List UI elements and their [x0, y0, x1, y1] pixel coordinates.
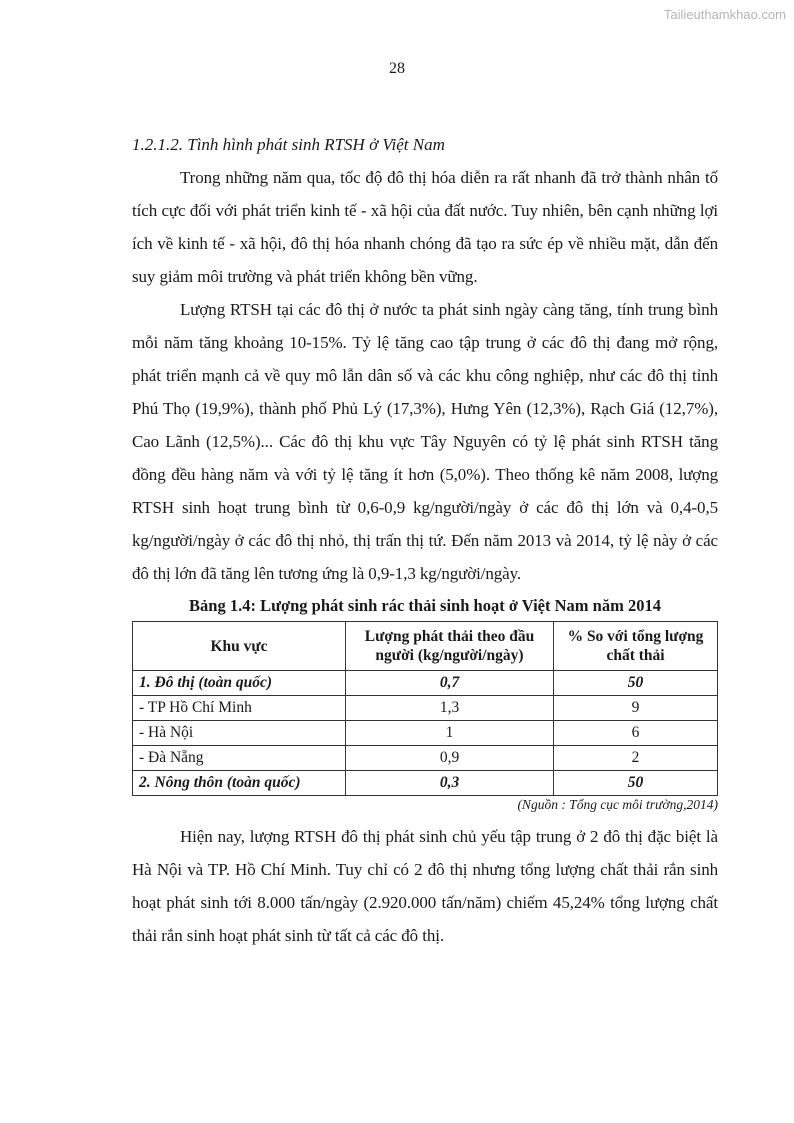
cell-region: 1. Đô thị (toàn quốc) [133, 671, 346, 696]
paragraph-waste-growth: Lượng RTSH tại các đô thị ở nước ta phát sinh ngày càng tăng, tính trung bình mỗi năm tăng khoảng 10-15%. Tỷ lệ tăng cao tập trung ở các đô thị đang mở rộng, phát triển mạnh cả về quy mô lẫn dân số và các khu công nghiệp, như các đô thị tỉnh Phú Thọ (19,9%), thành phố Phủ Lý (17,3%), Hưng Yên (12,3%), Rạch Giá (12,7%), Cao Lãnh (12,5%)... Các đô thị khu vực Tây Nguyên có tỷ lệ phát sinh RTSH tăng đồng đều hàng năm và với tỷ lệ tăng ít hơn (5,0%). Theo thống kê năm 2008, lượng RTSH sinh hoạt trung bình từ 0,6-0,9 kg/người/ngày ở các đô thị lớn và 0,4-0,5 kg/người/ngày ở các đô thị nhỏ, thị trấn thị tứ. Đến năm 2013 và 2014, tỷ lệ này ở các đô thị lớn đã tăng lên tương ứng là 0,9-1,3 kg/người/ngày. [132, 300, 718, 583]
table-header-row [133, 622, 718, 671]
header-per-capita: Lượng phát thải theo đầu người (kg/người/ngày) [346, 622, 554, 671]
cell-rate: 0,7 [346, 671, 554, 696]
cell-percent: 6 [554, 721, 718, 746]
waste-table [132, 621, 718, 796]
paragraph-urbanization: Trong những năm qua, tốc độ đô thị hóa diễn ra rất nhanh đã trở thành nhân tố tích cực đối với phát triển kinh tế - xã hội của đất nước. Tuy nhiên, bên cạnh những lợi ích về kinh tế - xã hội, đô thị hóa nhanh chóng đã tạo ra sức ép về nhiều mặt, dẫn đến suy giảm môi trường và phát triển không bền vững. [132, 168, 718, 286]
header-percent: % So với tổng lượng chất thải [554, 622, 718, 671]
table-source: (Nguồn : Tổng cục môi trường,2014) [517, 797, 718, 812]
paragraph-hanoi-hcmc: Hiện nay, lượng RTSH đô thị phát sinh chủ yếu tập trung ở 2 đô thị đặc biệt là Hà Nội và TP. Hồ Chí Minh. Tuy chỉ có 2 đô thị nhưng tổng lượng chất thải rắn sinh hoạt phát sinh tới 8.000 tấn/ngày (2.920.000 tấn/năm) chiếm 45,24% tổng lượng chất thải rắn sinh hoạt phát sinh từ tất cả các đô thị. [132, 827, 718, 945]
cell-rate: 0,9 [346, 746, 554, 771]
table-row-hanoi [133, 721, 718, 746]
table-row-danang [133, 746, 718, 771]
cell-region: - TP Hồ Chí Minh [133, 696, 346, 721]
cell-percent: 2 [554, 746, 718, 771]
cell-region: 2. Nông thôn (toàn quốc) [133, 771, 346, 796]
watermark-text: Tailieuthamkhao.com [663, 7, 786, 22]
cell-percent: 50 [554, 671, 718, 696]
cell-percent: 50 [554, 771, 718, 796]
table-row-hcmc [133, 696, 718, 721]
cell-rate: 0,3 [346, 771, 554, 796]
cell-rate: 1 [346, 721, 554, 746]
cell-region: - Hà Nội [133, 721, 346, 746]
page-number: 28 [389, 60, 405, 77]
table-title: Bảng 1.4: Lượng phát sinh rác thải sinh hoạt ở Việt Nam năm 2014 [189, 596, 661, 615]
table-row-rural-total [133, 771, 718, 796]
cell-rate: 1,3 [346, 696, 554, 721]
table-row-urban-total [133, 671, 718, 696]
header-region: Khu vực [133, 622, 346, 671]
section-heading: 1.2.1.2. Tình hình phát sinh RTSH ở Việt Nam [132, 135, 445, 154]
cell-percent: 9 [554, 696, 718, 721]
document-body [132, 128, 718, 952]
cell-region: - Đà Nẵng [133, 746, 346, 771]
